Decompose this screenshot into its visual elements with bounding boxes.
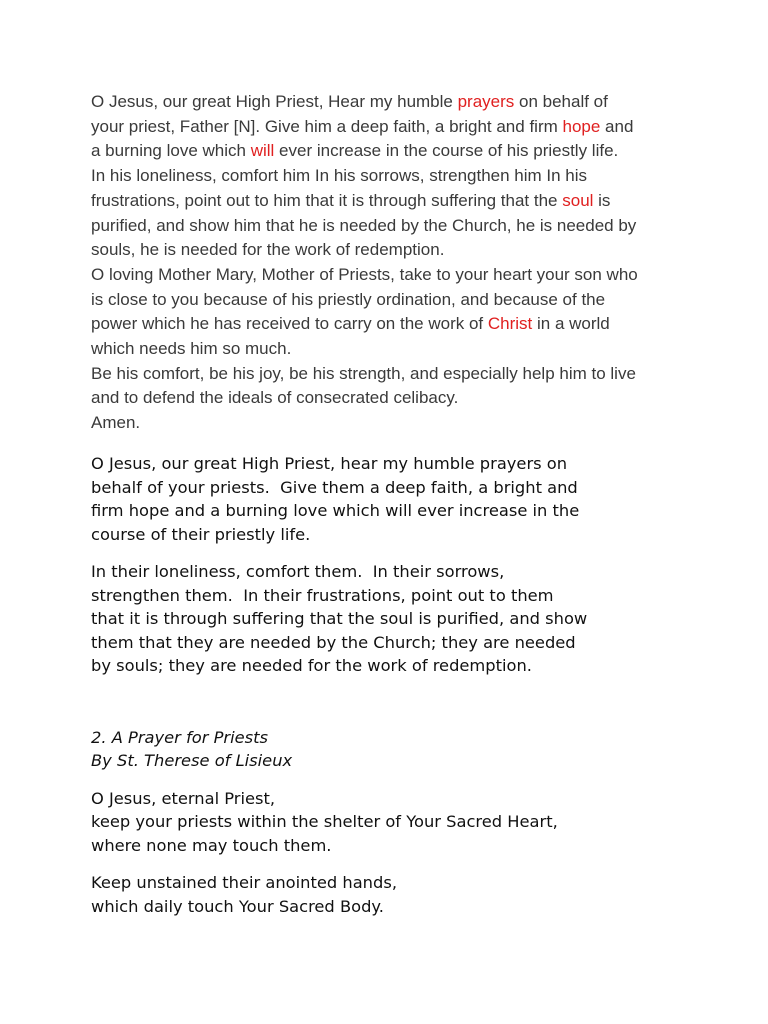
highlighted-word: soul — [562, 190, 594, 210]
prayer-three-line: which daily touch Your Sacred Body. — [91, 896, 384, 916]
prayer-one-amen: Amen. — [91, 413, 141, 433]
prayer-one-line: which needs him so much. — [91, 339, 292, 359]
prayer-two-line: course of their priestly life. — [91, 524, 311, 544]
prayer-two-paragraph — [91, 560, 731, 678]
highlighted-word: will — [250, 141, 275, 161]
prayer-two-line: by souls; they are needed for the work of redemption. — [91, 656, 532, 675]
prayer-two-paragraph — [91, 452, 731, 546]
prayer-one-line: power which he has received to carry on the work of Christ in a world — [91, 314, 610, 334]
prayer-one-line: your priest, Father [N]. Give him a deep faith, a bright and firm hope and — [91, 116, 634, 136]
highlighted-word: prayers — [457, 92, 515, 111]
prayer-two-line: In their loneliness, comfort them. In their sorrows, — [91, 562, 505, 581]
prayer-two-line: behalf of your priests. Give them a deep faith, a bright and — [91, 477, 578, 497]
prayer-three-line: O Jesus, eternal Priest, — [91, 788, 276, 808]
prayer-one-line: souls, he is needed for the work of redemption. — [91, 240, 445, 260]
prayer-three-line: keep your priests within the shelter of Your Sacred Heart, — [91, 812, 558, 831]
section-author: By St. Therese of Lisieux — [91, 751, 293, 770]
prayer-one-line: a burning love which will ever increase in the course of his priestly life. — [91, 141, 619, 161]
prayer-one-line: Be his comfort, be his joy, be his strength, and especially help him to live — [91, 363, 636, 383]
prayer-one-line: In his loneliness, comfort him In his sorrows, strengthen him In his — [91, 166, 588, 186]
prayer-one-line: purified, and show him that he is needed by the Church, he is needed by — [91, 215, 637, 235]
prayer-one-line: is close to you because of his priestly ordination, and because of the — [91, 289, 606, 309]
highlighted-word: Christ — [487, 314, 533, 334]
highlighted-word: hope — [562, 116, 601, 136]
prayer-one-line: frustrations, point out to him that it is through suffering that the soul is — [91, 190, 611, 210]
prayer-one-line: O loving Mother Mary, Mother of Priests, take to your heart your son who — [91, 264, 638, 284]
prayer-three-line: where none may touch them. — [91, 835, 332, 855]
prayer-two-line: them that they are needed by the Church; they are needed — [91, 632, 576, 652]
section-title: 2. A Prayer for Priests — [91, 727, 268, 747]
prayer-one-block — [91, 90, 711, 436]
prayer-three-paragraph — [91, 787, 731, 858]
prayer-three-paragraph — [91, 871, 731, 918]
prayer-one-line: and to defend the ideals of consecrated celibacy. — [91, 388, 459, 408]
section-heading — [91, 726, 731, 773]
prayer-two-line: O Jesus, our great High Priest, hear my humble prayers on — [91, 454, 568, 473]
section-spacer — [91, 692, 731, 726]
prayer-three-line: Keep unstained their anointed hands, — [91, 873, 397, 892]
prayer-two-line: strengthen them. In their frustrations, point out to them — [91, 585, 554, 605]
prayer-one-line: O Jesus, our great High Priest, Hear my humble prayers on behalf of — [91, 92, 608, 111]
prayer-two-line: firm hope and a burning love which will ever increase in the — [91, 501, 580, 520]
prayer-two-block — [91, 452, 731, 932]
prayer-two-line: that it is through suffering that the soul is purified, and show — [91, 609, 588, 628]
